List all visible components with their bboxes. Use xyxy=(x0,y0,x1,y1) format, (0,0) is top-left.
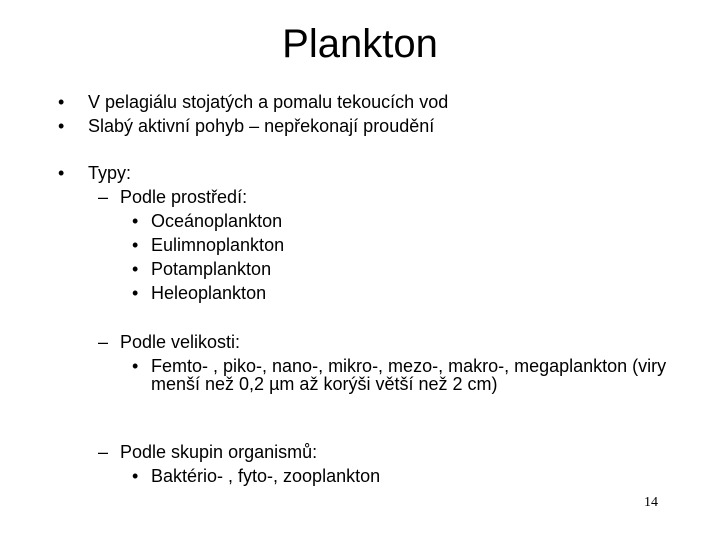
bullet-dot: • xyxy=(132,283,139,303)
environment-label: Podle prostředí: xyxy=(120,187,248,207)
environment-item: Heleoplankton xyxy=(151,283,267,303)
bullet-dot: • xyxy=(132,466,139,486)
size-item: Femto- , piko-, nano-, mikro-, mezo-, makro-, megaplankton (viry menší než 0,2 µm až korýši větší než 2 cm) xyxy=(151,356,667,394)
bullet-dot: • xyxy=(132,259,139,279)
bullet-dot: • xyxy=(132,211,139,231)
point-pelagial: V pelagiálu stojatých a pomalu tekoucích vod xyxy=(88,92,449,112)
environment-item: Eulimnoplankton xyxy=(151,235,285,255)
types-label: Typy: xyxy=(88,163,132,183)
slide-title: Plankton xyxy=(282,22,438,66)
bullet-dash: – xyxy=(98,187,109,207)
bullet-dot: • xyxy=(58,92,65,112)
bullet-dot: • xyxy=(132,235,139,255)
groups-label: Podle skupin organismů: xyxy=(120,442,318,462)
bullet-dash: – xyxy=(98,332,109,352)
bullet-dash: – xyxy=(98,442,109,462)
groups-item: Baktério- , fyto-, zooplankton xyxy=(151,466,381,486)
page-number: 14 xyxy=(644,495,658,510)
size-label: Podle velikosti: xyxy=(120,332,241,352)
environment-item: Potamplankton xyxy=(151,259,272,279)
bullet-dot: • xyxy=(58,116,65,136)
point-movement: Slabý aktivní pohyb – nepřekonají proudění xyxy=(88,116,435,136)
bullet-dot: • xyxy=(58,163,65,183)
environment-item: Oceánoplankton xyxy=(151,211,283,231)
bullet-dot: • xyxy=(132,356,139,376)
